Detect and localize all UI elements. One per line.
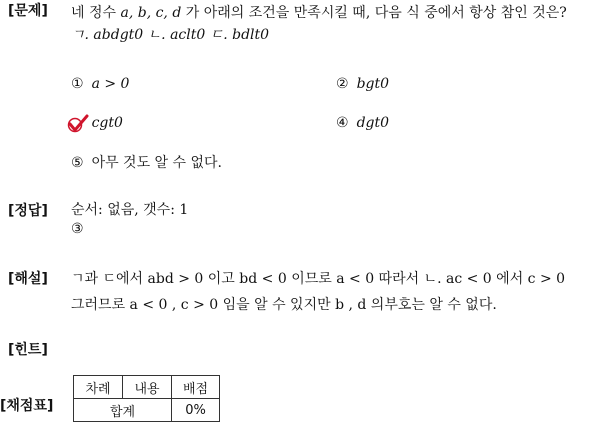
option-5-text: 아무 것도 알 수 없다.: [91, 155, 223, 171]
option-4-number: ④: [336, 115, 349, 131]
option-1-text: a > 0: [91, 76, 130, 92]
problem-suffix: 가 아래의 조건을 만족시킬 때, 다음 식 중에서 항상 참인 것은?: [181, 5, 567, 21]
option-5-number: ⑤: [71, 155, 84, 171]
problem-conditions: ㄱ. abdgt0 ㄴ. aclt0 ㄷ. bdlt0: [71, 27, 270, 43]
option-4[interactable]: [336, 115, 389, 131]
score-table: [73, 375, 220, 422]
score-total-label: 합계: [74, 399, 172, 422]
option-2[interactable]: [336, 76, 389, 92]
checkmark-icon: [67, 113, 89, 135]
problem-vars: a, b, c, d: [120, 5, 182, 21]
option-3-text: cgt0: [91, 115, 123, 131]
score-table-total-row: [74, 399, 220, 422]
hint-label: [힌트]: [8, 342, 48, 358]
option-4-text: dgt0: [356, 115, 390, 131]
option-1-number: ①: [71, 76, 84, 92]
score-table-label: [채점표]: [0, 398, 54, 414]
score-header-order: 차례: [74, 376, 123, 399]
score-header-points: 배점: [172, 376, 220, 399]
score-total-value: 0%: [172, 399, 220, 422]
explanation-line-1: ㄱ과 ㄷ에서 abd > 0 이고 bd < 0 이므로 a < 0 따라서 ㄴ. ac < 0 에서 c > 0: [71, 271, 566, 287]
answer-line-1: 순서: 없음, 갯수: 1: [71, 202, 189, 218]
score-header-content: 내용: [123, 376, 172, 399]
score-table-header-row: [74, 376, 220, 399]
problem-statement: [71, 2, 567, 22]
answer-label: [정답]: [8, 203, 48, 219]
option-1[interactable]: [71, 76, 129, 92]
explanation-line-2: 그러므로 a < 0 , c > 0 임을 알 수 있지만 b , d 의부호는 알 수 없다.: [71, 297, 497, 313]
answer-line-2: ③: [71, 221, 84, 237]
explanation-label: [해설]: [8, 271, 48, 287]
option-2-text: bgt0: [356, 76, 390, 92]
problem-prefix: 네 정수: [71, 5, 121, 21]
option-5[interactable]: [71, 152, 222, 172]
problem-label: [문제]: [8, 3, 48, 19]
option-2-number: ②: [336, 76, 349, 92]
